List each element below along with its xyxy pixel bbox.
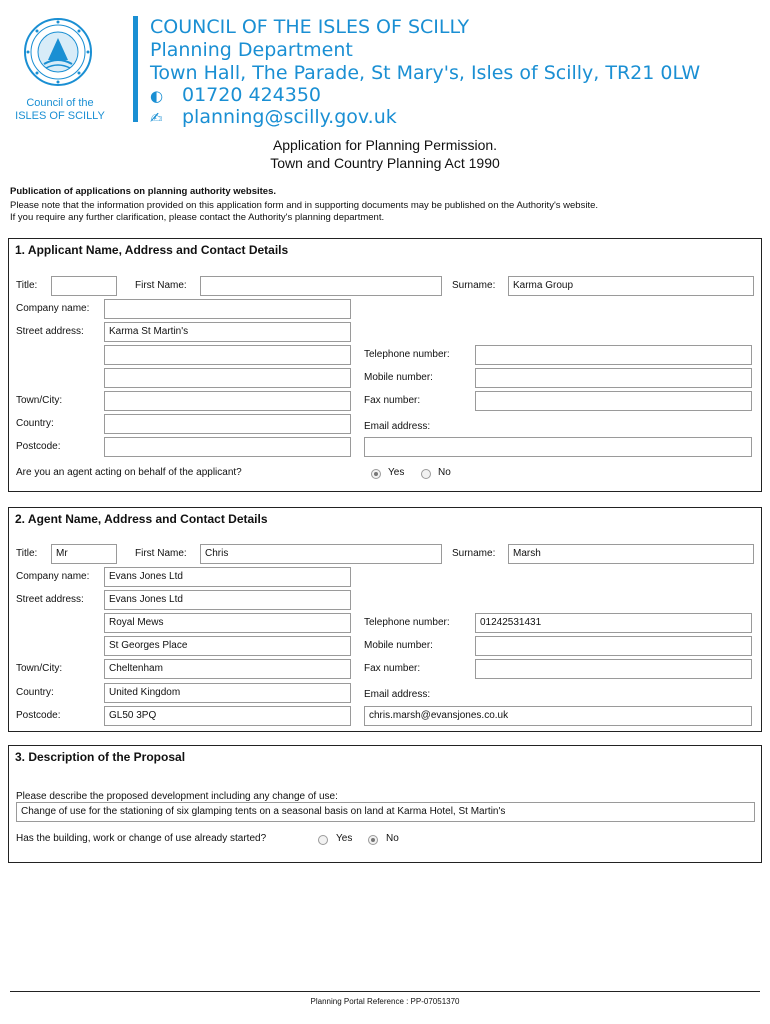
department-name: Planning Department <box>150 39 353 61</box>
street-field-3[interactable] <box>104 368 351 388</box>
phone-row <box>150 84 321 107</box>
proposal-description-field[interactable]: Change of use for the stationing of six glamping tents on a seasonal basis on land at Karma Hotel, St Martin's <box>16 802 755 822</box>
started-yes-radio[interactable] <box>318 835 328 845</box>
street-field-2[interactable] <box>104 345 351 365</box>
started-no-radio[interactable] <box>368 835 378 845</box>
country-field[interactable]: United Kingdom <box>104 683 351 703</box>
mobile-label: Mobile number: <box>364 372 433 383</box>
agent-yes-label: Yes <box>388 467 405 478</box>
agent-no-radio[interactable] <box>421 469 431 479</box>
publication-heading: Publication of applications on planning authority websites. <box>10 186 277 197</box>
agent-question: Are you an agent acting on behalf of the applicant? <box>16 467 242 478</box>
started-question: Has the building, work or change of use already started? <box>16 833 267 844</box>
email-label: Email address: <box>364 689 431 700</box>
street-field-3[interactable]: St Georges Place <box>104 636 351 656</box>
council-name: COUNCIL OF THE ISLES OF SCILLY <box>150 16 470 38</box>
agent-section <box>8 507 762 732</box>
council-sub-line1: Council of the <box>26 97 94 109</box>
surname-label: Surname: <box>452 280 496 291</box>
surname-field[interactable]: Karma Group <box>508 276 754 296</box>
town-label: Town/City: <box>16 663 63 674</box>
agent-yes-radio[interactable] <box>371 469 381 479</box>
postcode-field[interactable]: GL50 3PQ <box>104 706 351 726</box>
street-field-1[interactable]: Karma St Martin's <box>104 322 351 342</box>
street-field-1[interactable]: Evans Jones Ltd <box>104 590 351 610</box>
postcode-field[interactable] <box>104 437 351 457</box>
title-field[interactable]: Mr <box>51 544 117 564</box>
company-field[interactable] <box>104 299 351 319</box>
street-label: Street address: <box>16 594 84 605</box>
town-label: Town/City: <box>16 395 63 406</box>
street-label: Street address: <box>16 326 84 337</box>
describe-label: Please describe the proposed development including any change of use: <box>16 791 338 802</box>
publication-note: Please note that the information provided on this application form and in supporting documents may be published on the Authority's website. <box>10 200 599 211</box>
started-no-label: No <box>386 833 399 844</box>
country-label: Country: <box>16 687 54 698</box>
council-email[interactable]: planning@scilly.gov.uk <box>182 106 397 128</box>
mobile-field[interactable] <box>475 636 752 656</box>
council-crest-logo <box>22 16 94 96</box>
postcode-label: Postcode: <box>16 441 61 452</box>
company-label: Company name: <box>16 571 90 582</box>
town-field[interactable]: Cheltenham <box>104 659 351 679</box>
first-name-label: First Name: <box>135 280 187 291</box>
phone-icon: ◐ <box>150 87 164 105</box>
town-field[interactable] <box>104 391 351 411</box>
street-field-2[interactable]: Royal Mews <box>104 613 351 633</box>
title-label: Title: <box>16 280 38 291</box>
surname-label: Surname: <box>452 548 496 559</box>
country-label: Country: <box>16 418 54 429</box>
council-phone: 01720 424350 <box>182 84 322 106</box>
fax-field[interactable] <box>475 659 752 679</box>
title-field[interactable] <box>51 276 117 296</box>
email-field[interactable]: chris.marsh@evansjones.co.uk <box>364 706 752 726</box>
email-icon: ✍ <box>150 109 163 127</box>
header-divider <box>133 16 138 122</box>
section-title: 3. Description of the Proposal <box>15 750 186 764</box>
first-name-field[interactable]: Chris <box>200 544 442 564</box>
agent-no-label: No <box>438 467 451 478</box>
started-yes-label: Yes <box>336 833 353 844</box>
planning-portal-reference: Planning Portal Reference : PP-07051370 <box>310 997 460 1006</box>
section-title: 1. Applicant Name, Address and Contact Details <box>15 243 289 257</box>
mobile-label: Mobile number: <box>364 640 433 651</box>
footer-divider <box>10 991 760 992</box>
telephone-field[interactable]: 01242531431 <box>475 613 752 633</box>
publication-contact: If you require any further clarification, please contact the Authority's planning department. <box>10 212 385 223</box>
country-field[interactable] <box>104 414 351 434</box>
email-label: Email address: <box>364 421 431 432</box>
applicant-section <box>8 238 762 492</box>
section-title: 2. Agent Name, Address and Contact Details <box>15 512 268 526</box>
company-field[interactable]: Evans Jones Ltd <box>104 567 351 587</box>
telephone-field[interactable] <box>475 345 752 365</box>
form-title: Application for Planning Permission. <box>272 137 498 153</box>
first-name-label: First Name: <box>135 548 187 559</box>
telephone-label: Telephone number: <box>364 617 450 628</box>
council-address: Town Hall, The Parade, St Mary's, Isles of Scilly, TR21 0LW <box>150 62 701 84</box>
fax-field[interactable] <box>475 391 752 411</box>
email-row <box>150 106 397 129</box>
first-name-field[interactable] <box>200 276 442 296</box>
proposal-section <box>8 745 762 863</box>
email-field[interactable] <box>364 437 752 457</box>
company-label: Company name: <box>16 303 90 314</box>
surname-field[interactable]: Marsh <box>508 544 754 564</box>
title-label: Title: <box>16 548 38 559</box>
postcode-label: Postcode: <box>16 710 61 721</box>
mobile-field[interactable] <box>475 368 752 388</box>
fax-label: Fax number: <box>364 395 421 406</box>
telephone-label: Telephone number: <box>364 349 450 360</box>
form-subtitle: Town and Country Planning Act 1990 <box>270 155 500 171</box>
fax-label: Fax number: <box>364 663 421 674</box>
council-sub-line2: ISLES OF SCILLY <box>15 110 105 122</box>
